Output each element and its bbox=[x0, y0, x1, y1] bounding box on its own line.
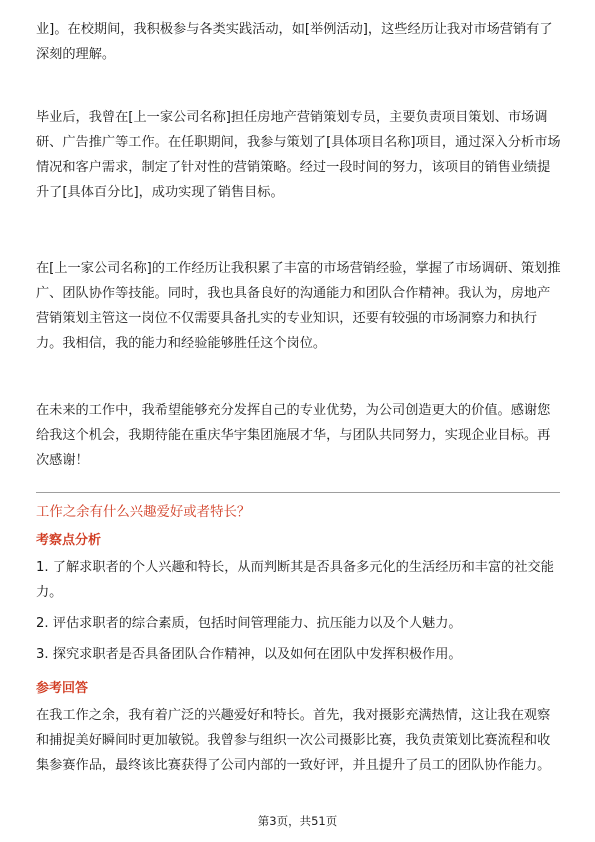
page-number-footer: 第3页，共51页 bbox=[257, 814, 338, 828]
question-heading: 工作之余有什么兴趣爱好或者特长？ bbox=[36, 505, 251, 520]
analysis-list bbox=[36, 555, 562, 673]
paragraph-skills: 在[上一家公司名称]的工作经历让我积累了丰富的市场营销经验，掌握了市场调研、策划推广、团队协作等技能。同时，我也具备良好的沟通能力和团队合作精神。我认为，房地产营销策划主管这一岗位不仅需要具备扎实的专业知识，还要有较强的市场洞察力和执行力。我相信，我的能力和经验能够胜任这个岗位。 bbox=[36, 261, 561, 351]
answer-label: 参考回答 bbox=[36, 681, 89, 696]
analysis-label: 考察点分析 bbox=[36, 533, 102, 548]
paragraph-work-experience: 毕业后，我曾在[上一家公司名称]担任房地产营销策划专员，主要负责项目策划、市场调研、广告推广等工作。在任职期间，我参与策划了[具体项目名称]项目，通过深入分析市场情况和客户需求，制定了针对性的营销策略。经过一段时间的努力，该项目的销售业绩提升了[具体百分比]，成功实现了销售目标。 bbox=[36, 110, 561, 200]
section-divider bbox=[36, 492, 560, 493]
analysis-item: 1. 了解求职者的个人兴趣和特长，从而判断其是否具备多元化的生活经历和丰富的社交能力。 bbox=[36, 560, 554, 600]
analysis-item: 2. 评估求职者的综合素质，包括时间管理能力、抗压能力以及个人魅力。 bbox=[36, 616, 462, 631]
answer-paragraph: 在我工作之余，我有着广泛的兴趣爱好和特长。首先，我对摄影充满热情，这让我在观察和捕捉美好瞬间时更加敏锐。我曾参与组织一次公司摄影比赛，我负责策划比赛流程和收集参赛作品，最终该比赛获得了公司内部的一致好评，并且提升了员工的团队协作能力。 bbox=[36, 708, 551, 773]
paragraph-closing: 在未来的工作中，我希望能够充分发挥自己的专业优势，为公司创造更大的价值。感谢您给我这个机会，我期待能在重庆华宇集团施展才华，与团队共同努力，实现企业目标。再次感谢！ bbox=[36, 403, 551, 468]
analysis-item: 3. 探究求职者是否具备团队合作精神，以及如何在团队中发挥积极作用。 bbox=[36, 647, 462, 662]
paragraph-education: 业]。在校期间，我积极参与各类实践活动，如[举例活动]，这些经历让我对市场营销有了深刻的理解。 bbox=[36, 22, 553, 62]
